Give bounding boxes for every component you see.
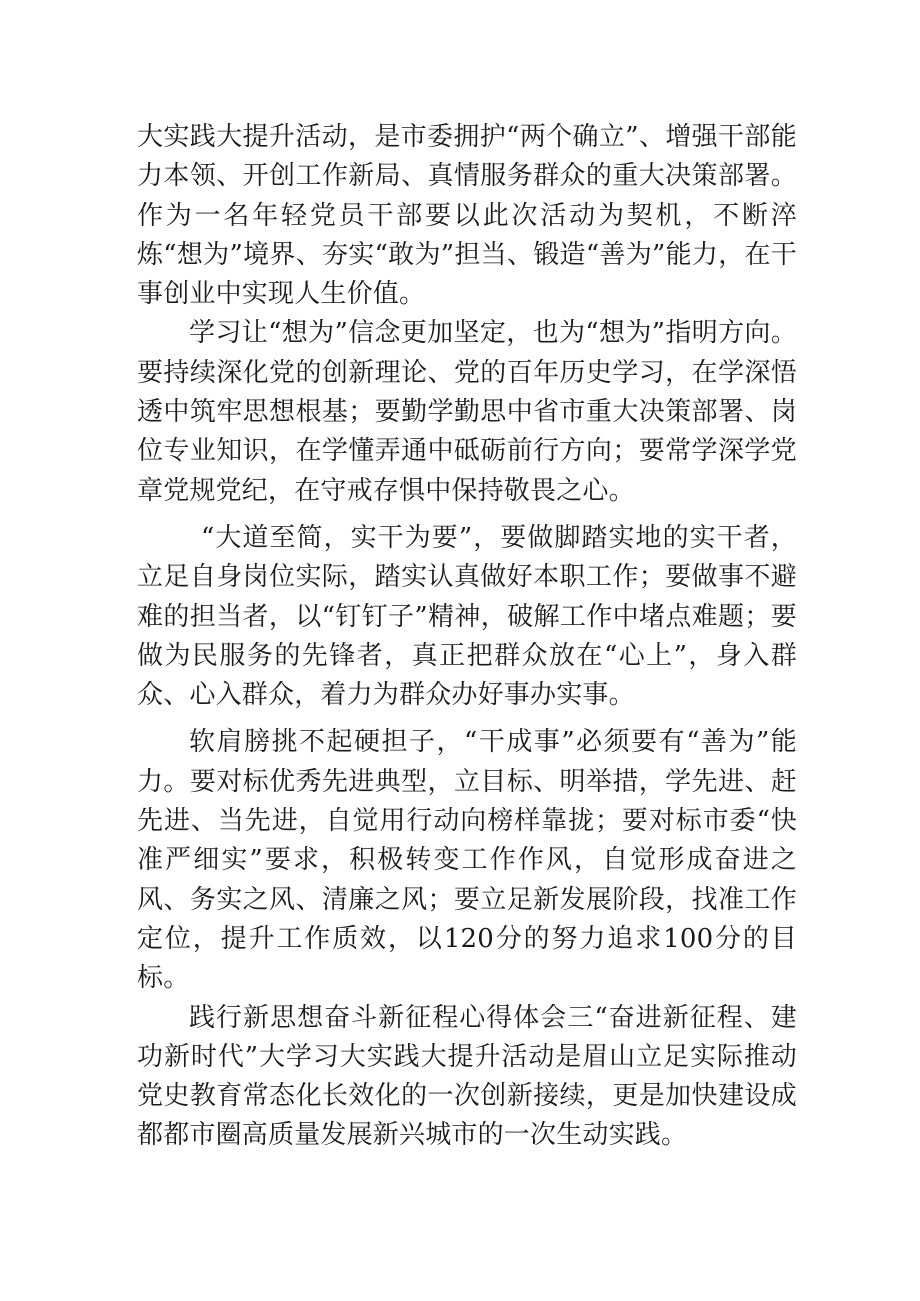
paragraph-1: 大实践大提升活动，是市委拥护“两个确立”、增强干部能力本领、开创工作新局、真情服务群众的重大决策部署。作为一名年轻党员干部要以此次活动为契机，不断淬炼“想为”境界、夯实“敢为”担当、锻造“善为”能力，在干事创业中实现人生价值。 — [137, 122, 797, 310]
paragraph-5: 践行新思想奋斗新征程心得体会三“奋进新征程、建功新时代”大学习大实践大提升活动是眉山立足实际推动党史教育常态化长效化的一次创新接续，更是加快建设成都都市圈高质量发展新兴城市的一次生动实践。 — [137, 1002, 797, 1151]
paragraph-4: 软肩膀挑不起硬担子，“干成事”必须要有“善为”能力。要对标优秀先进典型，立目标、明举措，学先进、赶先进、当先进，自觉用行动向榜样靠拢；要对标市委“快准严细实”要求，积极转变工作作风，自觉形成奋进之风、务实之风、清廉之风；要立足新发展阶段，找准工作定位，提升工作质效，以120分的努力追求100分的目标。 — [137, 727, 797, 994]
document-body — [137, 118, 797, 1156]
paragraph-2: 学习让“想为”信念更加坚定，也为“想为”指明方向。要持续深化党的创新理论、党的百年历史学习，在学深悟透中筑牢思想根基；要勤学勤思中省市重大决策部署、岗位专业知识，在学懂弄通中砥砺前行方向；要常学深学党章党规党纪，在守戒存惧中保持敬畏之心。 — [137, 318, 797, 506]
paragraph-3: “大道至简，实干为要”，要做脚踏实地的实干者，立足自身岗位实际，踏实认真做好本职工作；要做事不避难的担当者，以“钉钉子”精神，破解工作中堵点难题；要做为民服务的先锋者，真正把群众放在“心上”，身入群众、心入群众，着力为群众办好事办实事。 — [137, 522, 797, 711]
